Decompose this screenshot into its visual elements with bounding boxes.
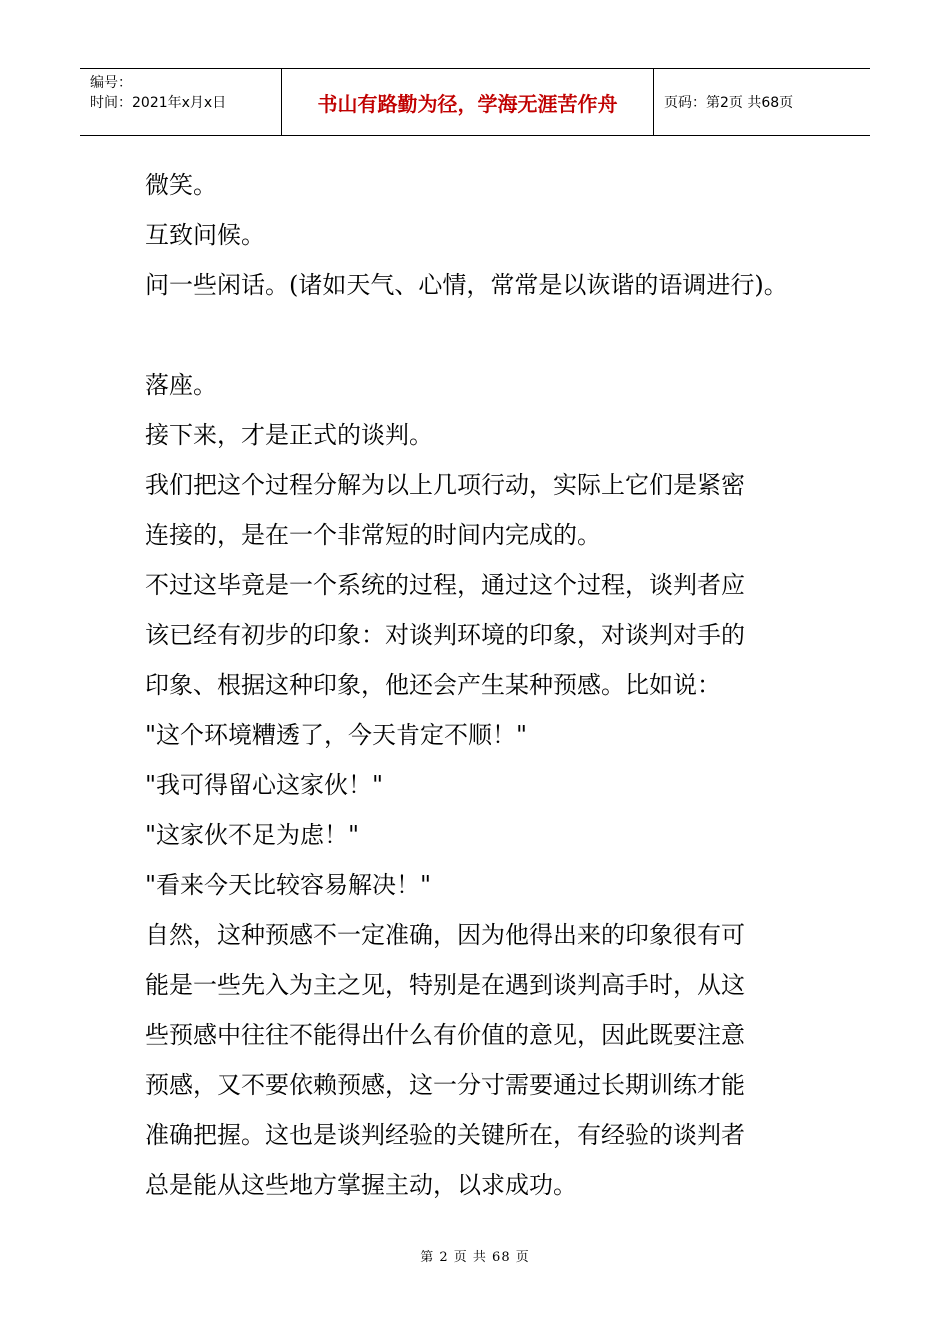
quote-line: "我可得留心这家伙！": [145, 771, 384, 799]
body-line: 能是一些先入为主之见，特别是在遇到谈判高手时，从这: [145, 971, 745, 999]
header-motto: 书山有路勤为径，学海无涯苦作舟: [282, 69, 654, 135]
body-line: 问一些闲话。(诸如天气、心情，常常是以诙谐的语调进行)。: [145, 271, 788, 299]
body-line: 连接的，是在一个非常短的时间内完成的。: [145, 521, 601, 549]
blank-line: [145, 310, 815, 360]
body-line: 总是能从这些地方掌握主动，以求成功。: [145, 1171, 577, 1199]
body-line: 该已经有初步的印象：对谈判环境的印象，对谈判对手的: [145, 621, 745, 649]
body-line: 不过这毕竟是一个系统的过程，通过这个过程，谈判者应: [145, 571, 745, 599]
body-line: 预感，又不要依赖预感，这一分寸需要通过长期训练才能: [145, 1071, 745, 1099]
body-line: 落座。: [145, 371, 217, 399]
body-line: 接下来，才是正式的谈判。: [145, 421, 433, 449]
body-line: 印象、根据这种印象，他还会产生某种预感。比如说：: [145, 671, 721, 699]
body-line: 些预感中往往不能得出什么有价值的意见，因此既要注意: [145, 1021, 745, 1049]
header-time-label: 时间：2021年x月x日: [90, 95, 227, 111]
body-line: 我们把这个过程分解为以上几项行动，实际上它们是紧密: [145, 471, 745, 499]
body-line: 微笑。: [145, 171, 217, 199]
body-line: 自然，这种预感不一定准确，因为他得出来的印象很有可: [145, 921, 745, 949]
quote-line: "看来今天比较容易解决！": [145, 871, 432, 899]
page-footer: 第 2 页 共 68 页: [420, 1250, 530, 1265]
quote-line: "这个环境糟透了，今天肯定不顺！": [145, 721, 528, 749]
header-number-label: 编号：: [90, 75, 132, 91]
document-body: [145, 160, 815, 1210]
quote-line: "这家伙不足为虑！": [145, 821, 360, 849]
body-line: 准确把握。这也是谈判经验的关键所在，有经验的谈判者: [145, 1121, 745, 1149]
body-line: 互致问候。: [145, 221, 265, 249]
header-meta: [80, 69, 282, 135]
page-header: [80, 68, 870, 136]
header-page-info: 页码：第2页 共68页: [664, 95, 794, 111]
